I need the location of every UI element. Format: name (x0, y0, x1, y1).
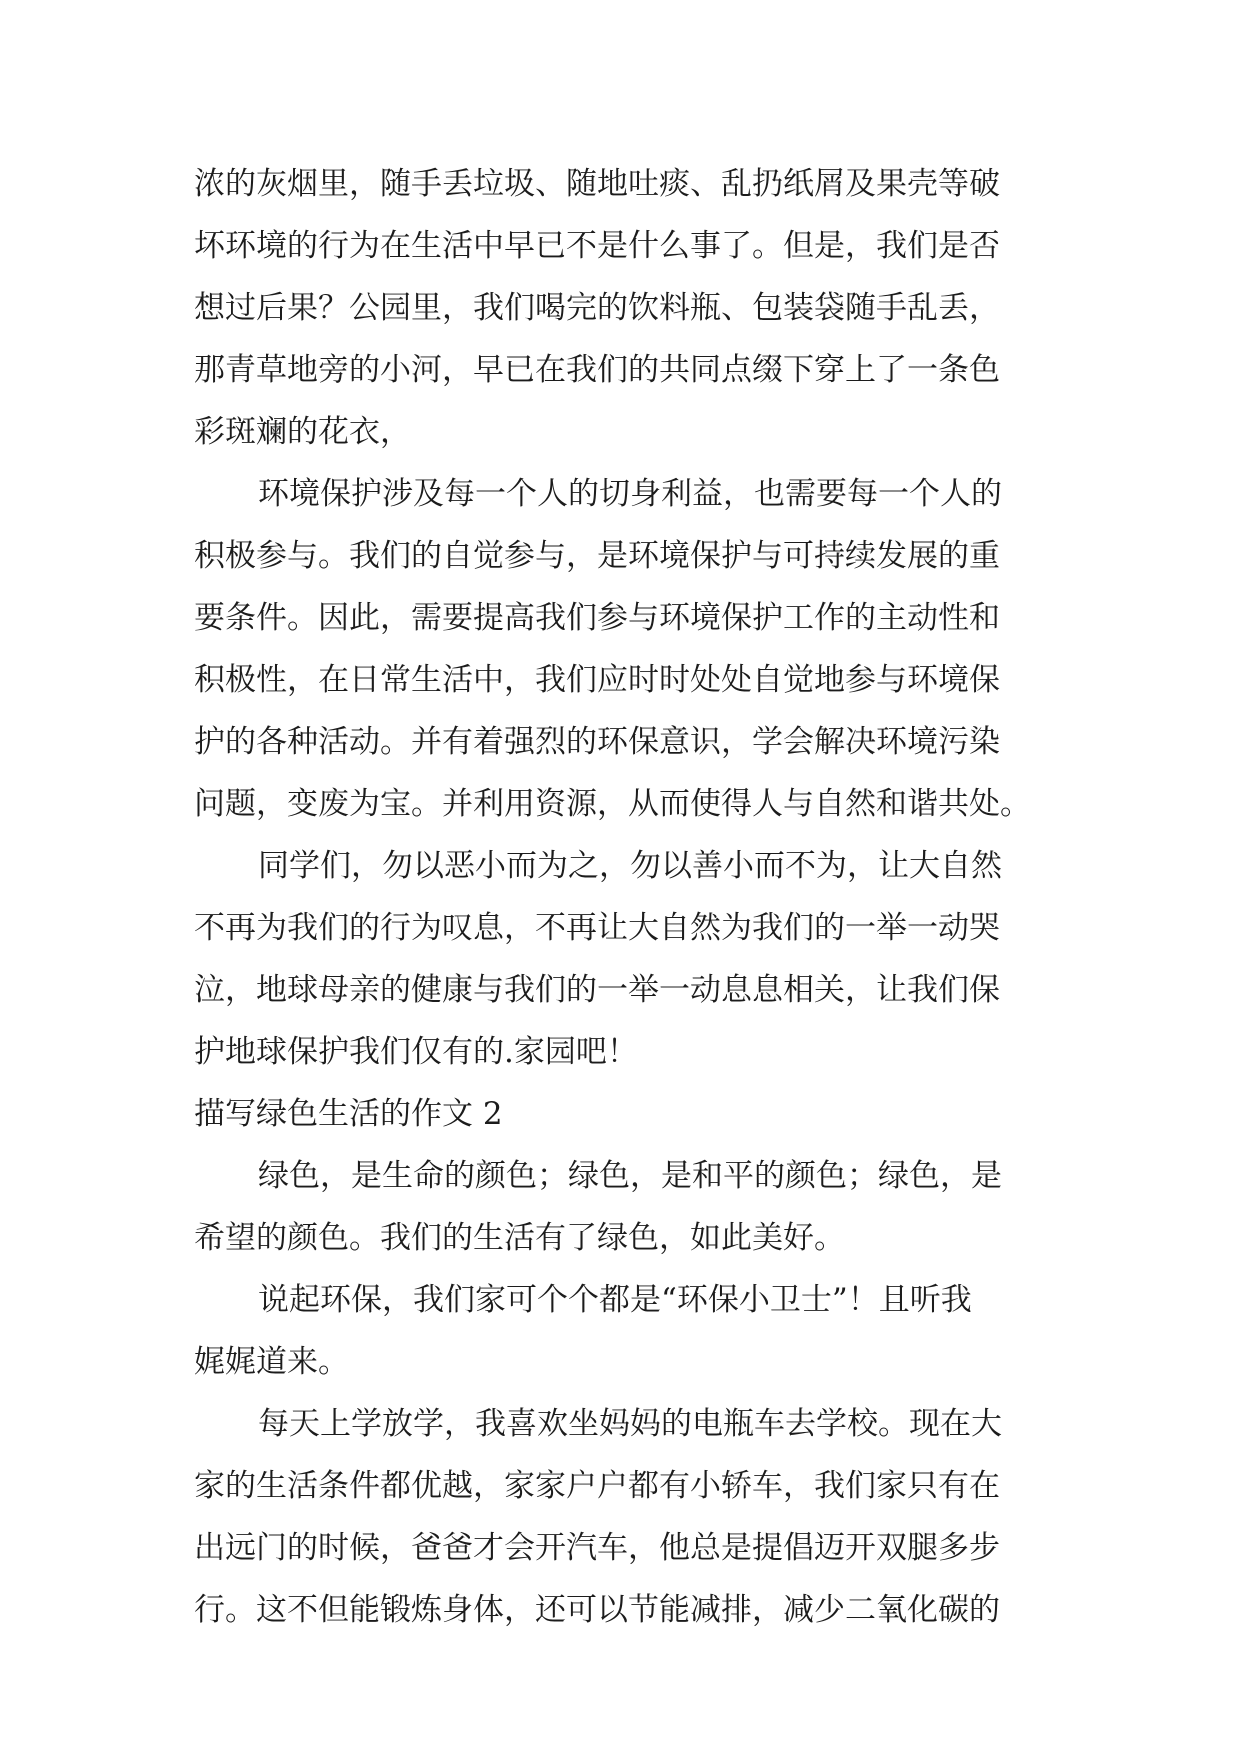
text-line-3: 想过后果？公园里，我们喝完的饮料瓶、包装袋随手乱丢， (194, 290, 1000, 326)
text-line-2: 坏环境的行为在生活中早已不是什么事了。但是，我们是否 (194, 228, 1000, 264)
text-line-6: 环境保护涉及每一个人的切身利益，也需要每一个人的 (258, 476, 1002, 512)
text-line-20: 娓娓道来。 (194, 1344, 349, 1380)
text-line-17: 绿色，是生命的颜色；绿色，是和平的颜色；绿色，是 (258, 1158, 1002, 1194)
text-line-21: 每天上学放学，我喜欢坐妈妈的电瓶车去学校。现在大 (258, 1406, 1002, 1442)
text-line-5: 彩斑斓的花衣， (194, 414, 411, 450)
text-line-12: 同学们，勿以恶小而为之，勿以善小而不为，让大自然 (258, 848, 1002, 884)
text-line-24: 行。这不但能锻炼身体，还可以节能减排，减少二氧化碳的 (194, 1592, 1000, 1628)
text-line-19: 说起环保，我们家可个个都是“环保小卫士”！且听我 (258, 1282, 972, 1318)
text-line-23: 出远门的时候，爸爸才会开汽车，他总是提倡迈开双腿多步 (194, 1530, 1000, 1566)
text-line-7: 积极参与。我们的自觉参与，是环境保护与可持续发展的重 (194, 538, 1000, 574)
section-heading: 描写绿色生活的作文 2 (194, 1096, 503, 1132)
text-line-8: 要条件。因此，需要提高我们参与环境保护工作的主动性和 (194, 600, 1000, 636)
text-line-10: 护的各种活动。并有着强烈的环保意识，学会解决环境污染 (194, 724, 1000, 760)
text-line-1: 浓的灰烟里，随手丢垃圾、随地吐痰、乱扔纸屑及果壳等破 (194, 166, 1000, 202)
text-line-4: 那青草地旁的小河，早已在我们的共同点缀下穿上了一条色 (194, 352, 1000, 388)
text-line-11: 问题，变废为宝。并利用资源，从而使得人与自然和谐共处。 (194, 786, 1031, 822)
text-line-9: 积极性，在日常生活中，我们应时时处处自觉地参与环境保 (194, 662, 1000, 698)
text-line-18: 希望的颜色。我们的生活有了绿色，如此美好。 (194, 1220, 845, 1256)
text-line-13: 不再为我们的行为叹息，不再让大自然为我们的一举一动哭 (194, 910, 1000, 946)
text-line-22: 家的生活条件都优越，家家户户都有小轿车，我们家只有在 (194, 1468, 1000, 1504)
text-line-14: 泣，地球母亲的健康与我们的一举一动息息相关，让我们保 (194, 972, 1000, 1008)
text-line-15: 护地球保护我们仅有的.家园吧！ (194, 1034, 638, 1070)
